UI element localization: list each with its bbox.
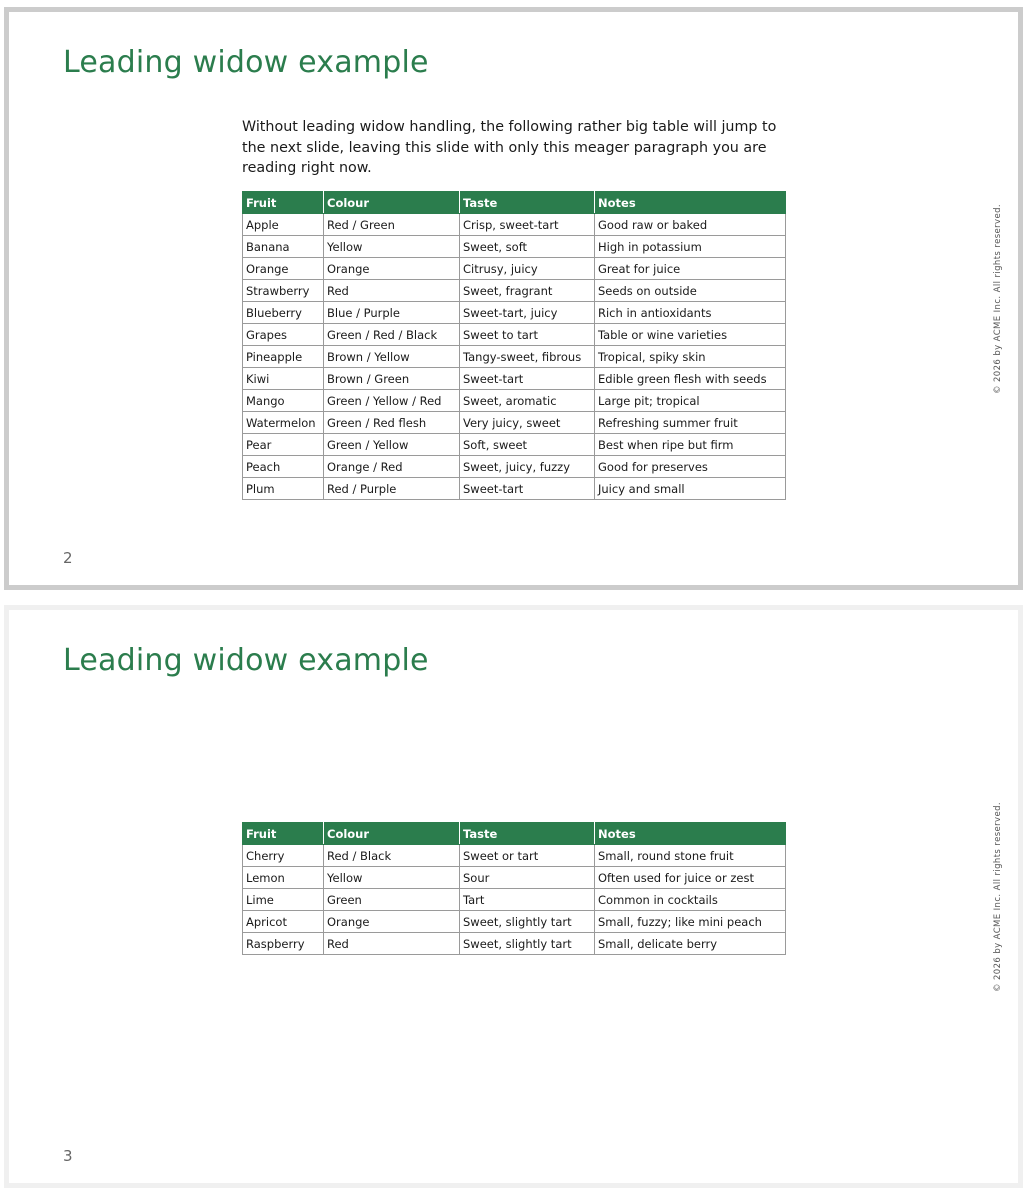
table-cell: Red / Black [324,845,460,867]
table-row [243,324,786,346]
column-header: Colour [324,192,460,214]
table-cell: Brown / Yellow [324,346,460,368]
copyright-notice: © 2026 by ACME Inc. All rights reserved. [993,203,1003,394]
table-cell: Orange [324,258,460,280]
column-header: Notes [595,192,786,214]
table-row [243,867,786,889]
table-cell: Sweet, soft [460,236,595,258]
table-cell: Apricot [243,911,324,933]
table-row [243,478,786,500]
table-cell: Banana [243,236,324,258]
table-cell: Red / Green [324,214,460,236]
slide-2 [4,7,1023,590]
table-cell: Small, fuzzy; like mini peach [595,911,786,933]
table-cell: Green / Red / Black [324,324,460,346]
table-cell: Strawberry [243,280,324,302]
table-row [243,214,786,236]
table-row [243,368,786,390]
table-cell: Very juicy, sweet [460,412,595,434]
table-cell: Sweet to tart [460,324,595,346]
table-row [243,390,786,412]
table-row [243,412,786,434]
table-cell: Tangy-sweet, fibrous [460,346,595,368]
column-header: Fruit [243,823,324,845]
table-cell: Citrusy, juicy [460,258,595,280]
table-cell: Blueberry [243,302,324,324]
table-cell: Good raw or baked [595,214,786,236]
fruit-table [242,191,786,500]
table-row [243,911,786,933]
table-cell: Plum [243,478,324,500]
table-cell: Watermelon [243,412,324,434]
intro-paragraph: Without leading widow handling, the following rather big table will jump to the next slide, leaving this slide with only this meager paragraph you are reading right now. [242,119,777,176]
table-cell: Lemon [243,867,324,889]
table-cell: Tropical, spiky skin [595,346,786,368]
table-cell: Often used for juice or zest [595,867,786,889]
table-body [243,845,786,955]
table-cell: Small, round stone fruit [595,845,786,867]
table-cell: Rich in antioxidants [595,302,786,324]
table-cell: Great for juice [595,258,786,280]
table-row [243,346,786,368]
column-header: Taste [460,192,595,214]
table-header-row [243,192,786,214]
column-header: Fruit [243,192,324,214]
table-cell: Sweet, slightly tart [460,933,595,955]
slide-title: Leading widow example [63,643,429,678]
table-body [243,214,786,500]
table-row [243,258,786,280]
table-row [243,456,786,478]
table-cell: Apple [243,214,324,236]
table-cell: Table or wine varieties [595,324,786,346]
table-cell: Red [324,933,460,955]
table-cell: Sweet, juicy, fuzzy [460,456,595,478]
table-cell: Best when ripe but firm [595,434,786,456]
table-header-row [243,823,786,845]
table-row [243,280,786,302]
table-cell: Sweet, fragrant [460,280,595,302]
page-number: 3 [63,1147,73,1165]
table-cell: Pineapple [243,346,324,368]
table-cell: Brown / Green [324,368,460,390]
table-cell: Sweet, aromatic [460,390,595,412]
column-header: Colour [324,823,460,845]
copyright-notice: © 2026 by ACME Inc. All rights reserved. [993,801,1003,992]
table-row [243,845,786,867]
table-row [243,933,786,955]
table-row [243,236,786,258]
table-cell: Seeds on outside [595,280,786,302]
table-cell: Orange [243,258,324,280]
column-header: Notes [595,823,786,845]
table-cell: Large pit; tropical [595,390,786,412]
table-cell: Grapes [243,324,324,346]
table-cell: Sweet or tart [460,845,595,867]
table-cell: Sour [460,867,595,889]
column-header: Taste [460,823,595,845]
table-cell: Sweet, slightly tart [460,911,595,933]
table-cell: Mango [243,390,324,412]
table-header [243,823,786,845]
table-cell: Orange [324,911,460,933]
table-cell: Refreshing summer fruit [595,412,786,434]
table-row [243,889,786,911]
table-cell: Juicy and small [595,478,786,500]
table-cell: Crisp, sweet-tart [460,214,595,236]
slide-title: Leading widow example [63,45,429,80]
table-cell: Green / Red flesh [324,412,460,434]
table-row [243,434,786,456]
table-cell: Green / Yellow [324,434,460,456]
table-cell: Blue / Purple [324,302,460,324]
slide-3 [4,605,1023,1188]
table-cell: Green / Yellow / Red [324,390,460,412]
table-cell: High in potassium [595,236,786,258]
table-cell: Soft, sweet [460,434,595,456]
table-cell: Kiwi [243,368,324,390]
page-number: 2 [63,549,73,567]
table-header [243,192,786,214]
table-row [243,302,786,324]
table-cell: Small, delicate berry [595,933,786,955]
table-cell: Sweet-tart [460,368,595,390]
table-cell: Green [324,889,460,911]
table-cell: Red [324,280,460,302]
table-cell: Yellow [324,236,460,258]
table-cell: Orange / Red [324,456,460,478]
fruit-table [242,822,786,955]
table-cell: Sweet-tart, juicy [460,302,595,324]
table-cell: Edible green flesh with seeds [595,368,786,390]
table-cell: Tart [460,889,595,911]
table-cell: Cherry [243,845,324,867]
table-cell: Raspberry [243,933,324,955]
table-cell: Peach [243,456,324,478]
table-cell: Pear [243,434,324,456]
table-cell: Yellow [324,867,460,889]
table-cell: Sweet-tart [460,478,595,500]
table-cell: Red / Purple [324,478,460,500]
table-cell: Lime [243,889,324,911]
table-cell: Common in cocktails [595,889,786,911]
table-cell: Good for preserves [595,456,786,478]
